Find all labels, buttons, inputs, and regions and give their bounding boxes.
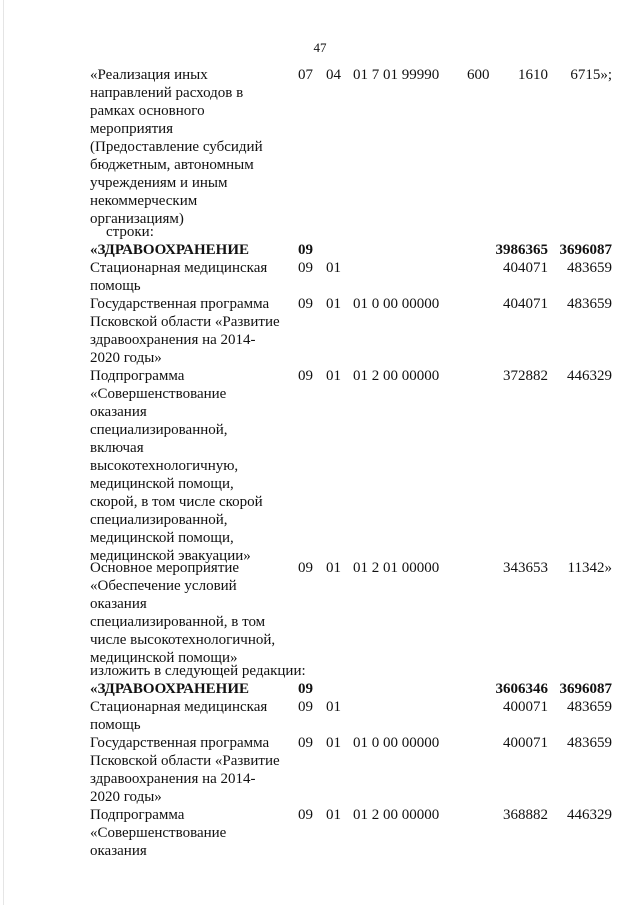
row-0-y2: 6715»; [570, 67, 612, 83]
row-4-name-line: 2020 годы» [90, 350, 162, 366]
row-11-y1: 368882 [503, 807, 548, 823]
row-5-name-line: медицинской помощи, [90, 530, 234, 546]
row-0-csr: 01 7 01 99990 [353, 67, 440, 83]
row-9-pr: 01 [326, 699, 341, 715]
row-2-y1: 3986365 [495, 242, 548, 258]
row-6-name-line: «Обеспечение условий [90, 578, 237, 594]
row-1-name-line: строки: [106, 224, 154, 240]
row-3-name-line: Стационарная медицинская [90, 260, 268, 276]
row-3-y1: 404071 [503, 260, 548, 276]
row-5-y2: 446329 [567, 368, 612, 384]
row-0-name-line: бюджетным, автономным [90, 157, 254, 173]
row-10-name-line: 2020 годы» [90, 789, 162, 805]
row-10-rz: 09 [298, 735, 313, 751]
row-3-name-line: помощь [90, 278, 141, 294]
row-0-name-line: рамках основного [90, 103, 205, 119]
row-8-name-line: «ЗДРАВООХРАНЕНИЕ [90, 681, 249, 697]
row-6-y1: 343653 [503, 560, 548, 576]
row-4-name-line: Псковской области «Развитие [90, 314, 280, 330]
row-10-y1: 400071 [503, 735, 548, 751]
row-10-name-line: Псковской области «Развитие [90, 753, 280, 769]
row-6-pr: 01 [326, 560, 341, 576]
row-9-name-line: помощь [90, 717, 141, 733]
row-6-name-line: медицинской помощи» [90, 650, 238, 666]
row-11-y2: 446329 [567, 807, 612, 823]
row-4-name-line: Государственная программа [90, 296, 270, 312]
row-5-name-line: «Совершенствование [90, 386, 227, 402]
row-7-name-line: изложить в следующей редакции: [90, 663, 306, 679]
row-0-y1: 1610 [518, 67, 548, 83]
row-5-name-line: Подпрограмма [90, 368, 185, 384]
row-5-name-line: скорой, в том числе скорой [90, 494, 263, 510]
row-6-csr: 01 2 01 00000 [353, 560, 440, 576]
row-0-name-line: направлений расходов в [90, 85, 244, 101]
row-4-name-line: здравоохранения на 2014- [90, 332, 256, 348]
row-4-y1: 404071 [503, 296, 548, 312]
row-8-rz: 09 [298, 681, 313, 697]
row-3-pr: 01 [326, 260, 341, 276]
row-10-y2: 483659 [567, 735, 612, 751]
row-2-name-line: «ЗДРАВООХРАНЕНИЕ [90, 242, 249, 258]
row-10-pr: 01 [326, 735, 341, 751]
row-8-y2: 3696087 [559, 681, 612, 697]
row-0-rz: 07 [298, 67, 313, 83]
row-4-rz: 09 [298, 296, 313, 312]
row-11-name-line: «Совершенствование [90, 825, 227, 841]
row-5-pr: 01 [326, 368, 341, 384]
row-3-y2: 483659 [567, 260, 612, 276]
scan-edge-line [3, 0, 4, 905]
row-6-y2: 11342» [567, 560, 612, 576]
row-6-name-line: числе высокотехнологичной, [90, 632, 276, 648]
row-11-csr: 01 2 00 00000 [353, 807, 440, 823]
row-5-name-line: включая [90, 440, 144, 456]
row-5-name-line: высокотехнологичную, [90, 458, 239, 474]
row-6-rz: 09 [298, 560, 313, 576]
row-6-name-line: Основное мероприятие [90, 560, 240, 576]
row-9-name-line: Стационарная медицинская [90, 699, 268, 715]
row-5-name-line: оказания [90, 404, 147, 420]
row-4-pr: 01 [326, 296, 341, 312]
row-11-name-line: оказания [90, 843, 147, 859]
row-5-name-line: медицинской эвакуации» [90, 548, 251, 564]
row-8-y1: 3606346 [495, 681, 548, 697]
row-5-name-line: специализированной, [90, 512, 228, 528]
row-0-name-line: организациям) [90, 211, 184, 227]
row-9-rz: 09 [298, 699, 313, 715]
row-0-name-line: учреждениям и иным [90, 175, 228, 191]
row-2-rz: 09 [298, 242, 313, 258]
row-2-y2: 3696087 [559, 242, 612, 258]
row-0-name-line: «Реализация иных [90, 67, 208, 83]
row-5-rz: 09 [298, 368, 313, 384]
row-11-pr: 01 [326, 807, 341, 823]
row-6-name-line: оказания [90, 596, 147, 612]
row-9-y2: 483659 [567, 699, 612, 715]
row-4-y2: 483659 [567, 296, 612, 312]
page-number: 47 [313, 40, 327, 55]
row-4-csr: 01 0 00 00000 [353, 296, 440, 312]
row-5-name-line: медицинской помощи, [90, 476, 234, 492]
row-11-rz: 09 [298, 807, 313, 823]
row-6-name-line: специализированной, в том [90, 614, 266, 630]
row-0-name-line: некоммерческим [90, 193, 198, 209]
row-0-vr: 600 [467, 67, 490, 83]
row-5-y1: 372882 [503, 368, 548, 384]
row-0-name-line: мероприятия [90, 121, 174, 137]
row-10-name-line: Государственная программа [90, 735, 270, 751]
row-9-y1: 400071 [503, 699, 548, 715]
row-5-csr: 01 2 00 00000 [353, 368, 440, 384]
row-0-name-line: (Предоставление субсидий [90, 139, 263, 155]
row-0-pr: 04 [326, 67, 341, 83]
row-10-name-line: здравоохранения на 2014- [90, 771, 256, 787]
row-5-name-line: специализированной, [90, 422, 228, 438]
row-11-name-line: Подпрограмма [90, 807, 185, 823]
row-3-rz: 09 [298, 260, 313, 276]
row-10-csr: 01 0 00 00000 [353, 735, 440, 751]
